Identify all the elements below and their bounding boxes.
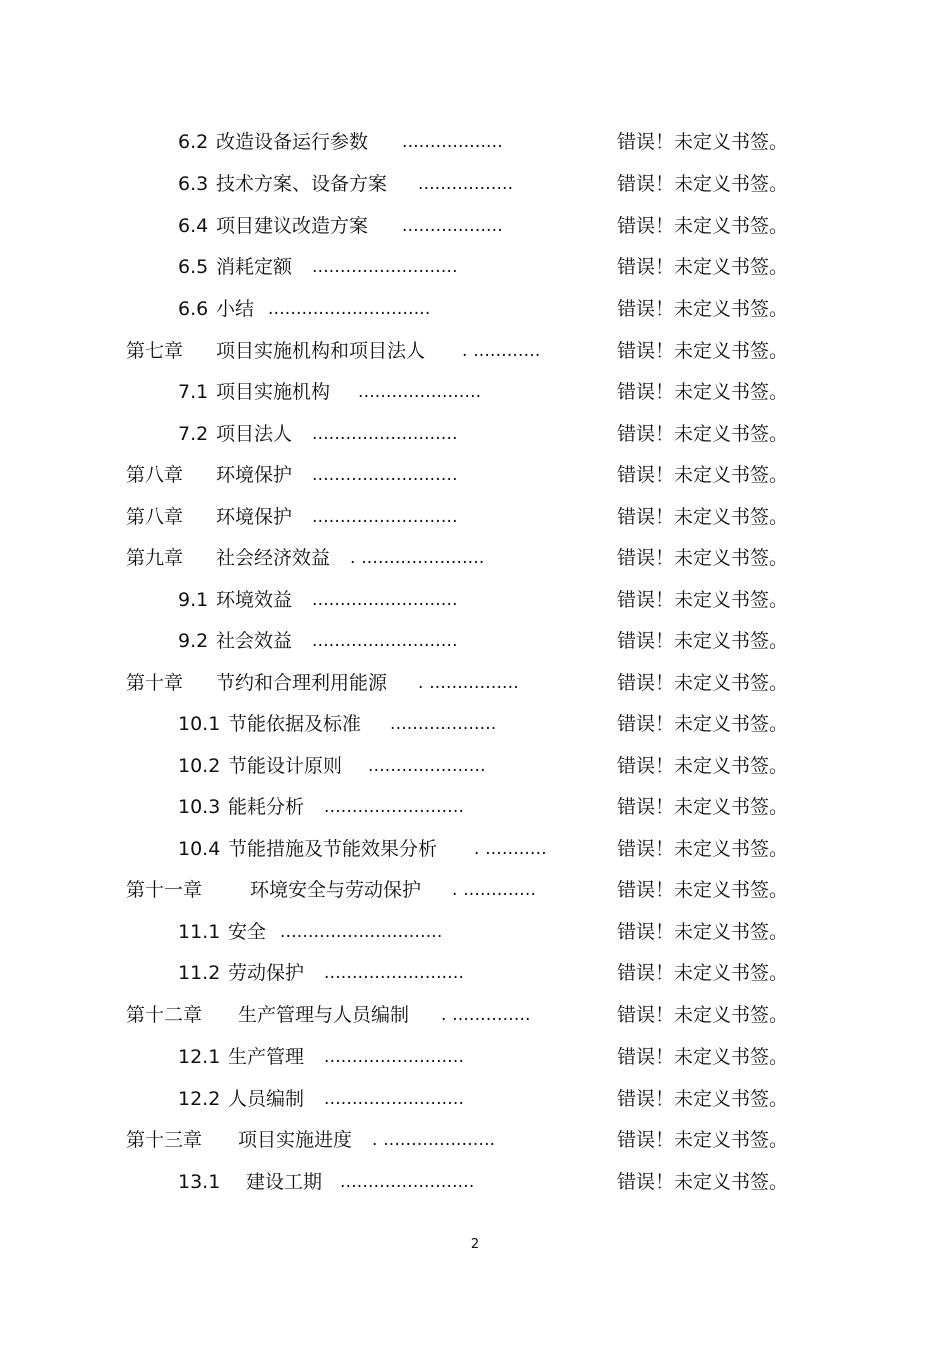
toc-entry[interactable]: [0, 1167, 950, 1197]
toc-entry-leader: . ................: [418, 673, 519, 693]
toc-entry-title: 改造设备运行参数: [216, 131, 369, 153]
toc-entry-number: 6.5: [178, 256, 209, 278]
toc-entry-title: 项目实施机构和项目法人: [216, 340, 426, 362]
toc-entry-leader: .................: [418, 174, 514, 194]
toc-entry-number: 6.3: [178, 173, 209, 195]
toc-entry-leader: .............................: [280, 922, 443, 942]
toc-entry-page-ref: 错误！未定义书签。: [617, 672, 789, 694]
toc-entry-title: 节约和合理利用能源: [216, 672, 388, 694]
toc-entry[interactable]: [0, 377, 950, 407]
toc-entry-number: 10.3: [178, 796, 221, 818]
toc-entry-page-ref: 错误！未定义书签。: [617, 506, 789, 528]
toc-entry-page-ref: 错误！未定义书签。: [617, 630, 789, 652]
toc-entry-page-ref: 错误！未定义书签。: [617, 340, 789, 362]
toc-entry-title: 环境保护: [216, 464, 293, 486]
toc-entry-page-ref: 错误！未定义书签。: [617, 1088, 789, 1110]
toc-entry-number: 13.1: [178, 1171, 221, 1193]
toc-entry-page-ref: 错误！未定义书签。: [617, 1129, 789, 1151]
toc-entry-title: 生产管理: [228, 1046, 305, 1068]
toc-entry-leader: .............................: [268, 299, 431, 319]
toc-entry-leader: .........................: [324, 1089, 465, 1109]
toc-entry[interactable]: [0, 127, 950, 157]
toc-entry-number: 6.6: [178, 298, 209, 320]
toc-entry-number: 9.1: [178, 589, 209, 611]
toc-entry-page-ref: 错误！未定义书签。: [617, 921, 789, 943]
toc-entry-title: 社会效益: [216, 630, 293, 652]
toc-entry-page-ref: 错误！未定义书签。: [617, 1046, 789, 1068]
toc-entry[interactable]: [0, 668, 950, 698]
toc-entry[interactable]: [0, 1125, 950, 1155]
toc-entry-leader: . ....................: [372, 1130, 496, 1150]
toc-entry-page-ref: 错误！未定义书签。: [617, 298, 789, 320]
toc-entry-number: 第十二章: [126, 1004, 203, 1026]
toc-entry-number: 12.1: [178, 1046, 221, 1068]
toc-entry-title: 节能依据及标准: [228, 713, 362, 735]
toc-entry-number: 11.1: [178, 921, 221, 943]
toc-entry-page-ref: 错误！未定义书签。: [617, 381, 789, 403]
toc-entry-leader: .....................: [368, 756, 486, 776]
toc-entry-page-ref: 错误！未定义书签。: [617, 256, 789, 278]
toc-entry-title: 项目实施进度: [238, 1129, 353, 1151]
toc-entry-page-ref: 错误！未定义书签。: [617, 879, 789, 901]
toc-entry-page-ref: 错误！未定义书签。: [617, 796, 789, 818]
toc-entry-leader: .........................: [324, 963, 465, 983]
toc-entry-page-ref: 错误！未定义书签。: [617, 173, 789, 195]
toc-entry-title: 劳动保护: [228, 962, 305, 984]
toc-entry-leader: . ..............: [441, 1005, 531, 1025]
toc-entry-number: 第八章: [126, 506, 184, 528]
toc-entry-title: 环境效益: [216, 589, 293, 611]
toc-entry-page-ref: 错误！未定义书签。: [617, 464, 789, 486]
toc-entry[interactable]: [0, 875, 950, 905]
toc-entry[interactable]: [0, 626, 950, 656]
toc-entry[interactable]: [0, 1084, 950, 1114]
toc-entry-leader: ........................: [340, 1172, 475, 1192]
toc-entry-number: 6.2: [178, 131, 209, 153]
toc-entry-page-ref: 错误！未定义书签。: [617, 713, 789, 735]
toc-entry[interactable]: [0, 1000, 950, 1030]
toc-entry-title: 项目实施机构: [216, 381, 331, 403]
toc-entry[interactable]: [0, 543, 950, 573]
toc-entry-page-ref: 错误！未定义书签。: [617, 1171, 789, 1193]
toc-entry[interactable]: [0, 169, 950, 199]
toc-entry-title: 能耗分析: [228, 796, 305, 818]
toc-entry-title: 社会经济效益: [216, 547, 331, 569]
toc-entry-leader: ..........................: [312, 590, 458, 610]
toc-entry-title: 项目法人: [216, 423, 293, 445]
toc-entry-title: 小结: [216, 298, 255, 320]
toc-entry-title: 人员编制: [228, 1088, 305, 1110]
toc-entry-leader: . ............: [462, 341, 541, 361]
toc-entry[interactable]: [0, 792, 950, 822]
toc-entry-page-ref: 错误！未定义书签。: [617, 423, 789, 445]
toc-entry-page-ref: 错误！未定义书签。: [617, 131, 789, 153]
toc-entry-title: 环境保护: [216, 506, 293, 528]
toc-entry-title: 建设工期: [246, 1171, 323, 1193]
toc-entry[interactable]: [0, 834, 950, 864]
toc-entry-leader: .........................: [324, 797, 465, 817]
toc-entry-title: 节能措施及节能效果分析: [228, 838, 438, 860]
toc-entry[interactable]: [0, 958, 950, 988]
toc-entry-number: 第十一章: [126, 879, 203, 901]
toc-entry-page-ref: 错误！未定义书签。: [617, 589, 789, 611]
toc-entry-leader: ......................: [358, 382, 482, 402]
toc-entry-page-ref: 错误！未定义书签。: [617, 755, 789, 777]
toc-entry-leader: .........................: [324, 1047, 465, 1067]
toc-entry-page-ref: 错误！未定义书签。: [617, 215, 789, 237]
toc-entry-leader: ..................: [402, 132, 503, 152]
toc-entry-number: 10.4: [178, 838, 221, 860]
toc-entry-leader: . .............: [452, 880, 537, 900]
toc-entry[interactable]: [0, 460, 950, 490]
toc-entry-number: 7.2: [178, 423, 209, 445]
toc-entry-leader: ..................: [402, 216, 503, 236]
toc-entry-number: 7.1: [178, 381, 209, 403]
page-number: 2: [470, 1237, 480, 1252]
toc-entry-leader: ...................: [390, 714, 497, 734]
toc-entry-number: 11.2: [178, 962, 221, 984]
toc-entry[interactable]: [0, 294, 950, 324]
toc-entry-number: 9.2: [178, 630, 209, 652]
toc-entry-title: 安全: [228, 921, 267, 943]
toc-entry-number: 12.2: [178, 1088, 221, 1110]
toc-entry-number: 第十三章: [126, 1129, 203, 1151]
toc-entry-page-ref: 错误！未定义书签。: [617, 1004, 789, 1026]
toc-entry-page-ref: 错误！未定义书签。: [617, 962, 789, 984]
toc-entry[interactable]: [0, 585, 950, 615]
toc-entry[interactable]: [0, 252, 950, 282]
toc-entry[interactable]: [0, 211, 950, 241]
toc-entry[interactable]: [0, 1042, 950, 1072]
toc-entry-title: 环境安全与劳动保护: [250, 879, 422, 901]
toc-entry[interactable]: [0, 502, 950, 532]
toc-entry-leader: ..........................: [312, 631, 458, 651]
toc-entry-number: 第七章: [126, 340, 184, 362]
toc-entry-page-ref: 错误！未定义书签。: [617, 838, 789, 860]
toc-entry-title: 项目建议改造方案: [216, 215, 369, 237]
toc-entry-leader: ..........................: [312, 257, 458, 277]
toc-entry-number: 第十章: [126, 672, 184, 694]
toc-entry[interactable]: [0, 917, 950, 947]
toc-entry-number: 第九章: [126, 547, 184, 569]
toc-entry-number: 第八章: [126, 464, 184, 486]
toc-entry[interactable]: [0, 709, 950, 739]
toc-entry-number: 6.4: [178, 215, 209, 237]
toc-entry-number: 10.1: [178, 713, 221, 735]
toc-entry-leader: ..........................: [312, 507, 458, 527]
toc-entry-leader: ..........................: [312, 465, 458, 485]
toc-entry[interactable]: [0, 336, 950, 366]
toc-entry-leader: . ......................: [350, 548, 485, 568]
toc-entry-page-ref: 错误！未定义书签。: [617, 547, 789, 569]
toc-entry[interactable]: [0, 419, 950, 449]
toc-entry-title: 消耗定额: [216, 256, 293, 278]
toc-entry-leader: ..........................: [312, 424, 458, 444]
toc-entry-leader: . ...........: [474, 839, 547, 859]
toc-entry[interactable]: [0, 751, 950, 781]
toc-entry-title: 技术方案、设备方案: [216, 173, 388, 195]
toc-entry-number: 10.2: [178, 755, 221, 777]
toc-entry-title: 节能设计原则: [228, 755, 343, 777]
toc-entry-title: 生产管理与人员编制: [238, 1004, 410, 1026]
